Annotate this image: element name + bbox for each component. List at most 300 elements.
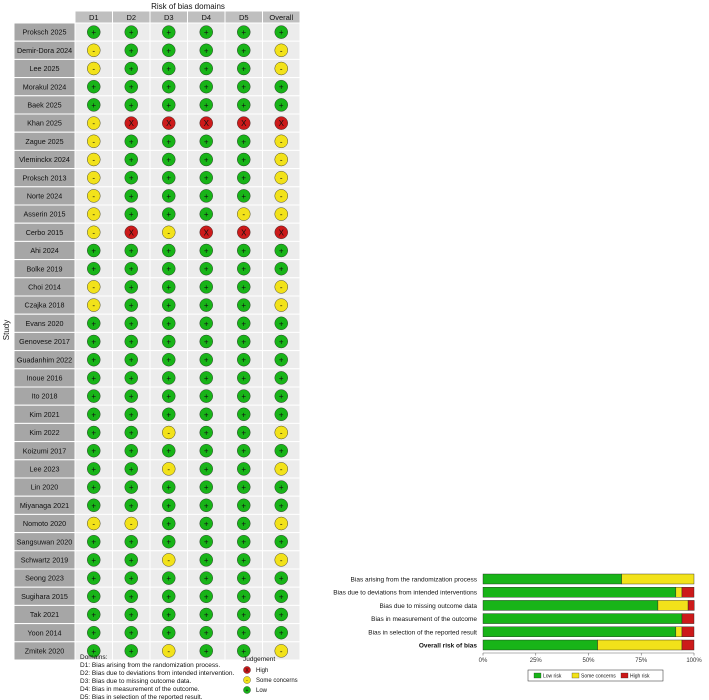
summary-bar-h bbox=[682, 640, 694, 650]
summary-x-tick-label: 75% bbox=[635, 658, 648, 664]
summary-x-tick-label: 100% bbox=[686, 658, 702, 664]
judgement-symbol: + bbox=[166, 210, 172, 220]
judgement-symbol: - bbox=[279, 464, 283, 474]
judgement-symbol: + bbox=[166, 392, 172, 402]
judgement-symbol: + bbox=[203, 28, 209, 38]
judgement-symbol: - bbox=[279, 555, 283, 565]
judgement-symbol: + bbox=[241, 64, 247, 74]
judgement-symbol: + bbox=[128, 82, 134, 92]
judgement-symbol: + bbox=[166, 446, 172, 456]
judgement-symbol: + bbox=[278, 483, 284, 493]
summary-bar-l bbox=[483, 640, 598, 650]
judgement-symbol: + bbox=[203, 155, 209, 165]
judgement-symbol: X bbox=[241, 228, 247, 238]
judgement-symbol: X bbox=[128, 228, 134, 238]
column-header-d1: D1 bbox=[88, 13, 99, 22]
judgement-symbol: + bbox=[128, 446, 134, 456]
summary-bar-s bbox=[676, 587, 682, 597]
judgement-symbol: + bbox=[241, 373, 247, 383]
domain-def-d1: D1: Bias arising from the randomization process. bbox=[80, 662, 221, 669]
domain-def-d5: D5: Bias in selection of the reported result. bbox=[80, 694, 203, 700]
judgement-symbol: + bbox=[91, 337, 97, 347]
study-label: Guadanhim 2022 bbox=[16, 355, 73, 365]
judgement-symbol: + bbox=[241, 592, 247, 602]
judgement-symbol: + bbox=[128, 628, 134, 638]
judgement-symbol: + bbox=[241, 410, 247, 420]
summary-legend-label: Low risk bbox=[543, 673, 562, 680]
judgement-symbol: - bbox=[92, 519, 96, 529]
judgement-symbol: + bbox=[91, 355, 97, 365]
judgement-symbol: - bbox=[279, 282, 283, 292]
study-label: Bolke 2019 bbox=[26, 264, 63, 274]
summary-legend-swatch bbox=[534, 673, 541, 678]
summary-legend-swatch bbox=[621, 673, 628, 678]
summary-x-tick-label: 25% bbox=[529, 658, 542, 664]
study-label: Kim 2022 bbox=[29, 428, 60, 438]
judgement-symbol: + bbox=[203, 137, 209, 147]
judgement-symbol: + bbox=[203, 246, 209, 256]
column-header-d2: D2 bbox=[126, 13, 137, 22]
judgement-legend-label: Low bbox=[256, 688, 268, 695]
judgement-symbol: + bbox=[278, 574, 284, 584]
judgement-symbol: X bbox=[128, 119, 134, 129]
judgement-symbol: + bbox=[241, 264, 247, 274]
summary-bar-s bbox=[676, 627, 682, 637]
traffic-light-plot bbox=[0, 0, 310, 700]
domains-heading: Domains: bbox=[80, 654, 108, 661]
judgement-symbol: + bbox=[128, 428, 134, 438]
judgement-symbol: + bbox=[166, 28, 172, 38]
judgement-symbol: - bbox=[167, 428, 171, 438]
judgement-symbol: + bbox=[128, 137, 134, 147]
judgement-symbol: + bbox=[166, 337, 172, 347]
judgement-symbol: + bbox=[241, 555, 247, 565]
judgement-symbol: + bbox=[128, 100, 134, 110]
judgement-symbol: + bbox=[241, 137, 247, 147]
study-label: Zmitek 2020 bbox=[24, 646, 65, 656]
judgement-symbol: + bbox=[91, 446, 97, 456]
judgement-symbol: - bbox=[92, 210, 96, 220]
judgement-symbol: + bbox=[241, 337, 247, 347]
judgement-symbol: + bbox=[128, 592, 134, 602]
judgement-symbol: - bbox=[242, 210, 246, 220]
judgement-symbol: + bbox=[203, 173, 209, 183]
study-label: Yoon 2014 bbox=[27, 628, 62, 638]
study-label: Lee 2023 bbox=[29, 464, 60, 474]
traffic-grid bbox=[14, 11, 300, 660]
judgement-symbol: + bbox=[203, 46, 209, 56]
study-label: Vleminckx 2024 bbox=[19, 155, 70, 165]
judgement-symbol: + bbox=[91, 610, 97, 620]
judgement-symbol: + bbox=[241, 464, 247, 474]
judgement-legend-label: Some concerns bbox=[256, 678, 298, 685]
summary-plot bbox=[333, 574, 702, 681]
summary-bar-h bbox=[682, 627, 694, 637]
judgement-symbol: + bbox=[241, 610, 247, 620]
judgement-symbol: + bbox=[166, 628, 172, 638]
judgement-symbol: + bbox=[203, 319, 209, 329]
column-header-d5: D5 bbox=[238, 13, 249, 22]
summary-bar-l bbox=[483, 587, 676, 597]
judgement-symbol: + bbox=[203, 628, 209, 638]
judgement-symbol: + bbox=[128, 410, 134, 420]
judgement-symbol: + bbox=[91, 319, 97, 329]
judgement-symbol: + bbox=[241, 155, 247, 165]
domain-def-d4: D4: Bias in measurement of the outcome. bbox=[80, 686, 200, 693]
column-header-d3: D3 bbox=[163, 13, 174, 22]
judgement-symbol: + bbox=[241, 446, 247, 456]
study-label: Inoue 2016 bbox=[26, 373, 63, 383]
judgement-symbol: - bbox=[92, 137, 96, 147]
judgement-symbol: X bbox=[278, 119, 284, 129]
study-label: Zague 2025 bbox=[25, 136, 64, 146]
summary-category-label: Bias in selection of the reported result bbox=[368, 629, 477, 637]
judgement-symbol: + bbox=[91, 464, 97, 474]
study-label: Ito 2018 bbox=[31, 391, 58, 401]
judgement-symbol: + bbox=[203, 100, 209, 110]
judgement-symbol: + bbox=[203, 82, 209, 92]
study-label: Cerbo 2015 bbox=[25, 227, 64, 237]
judgement-symbol: + bbox=[203, 191, 209, 201]
judgement-symbol: + bbox=[203, 519, 209, 529]
judgement-symbol: + bbox=[241, 646, 247, 656]
judgement-legend-symbol: + bbox=[245, 687, 249, 694]
judgement-symbol: - bbox=[167, 646, 171, 656]
judgement-symbol: + bbox=[166, 82, 172, 92]
judgement-symbol: + bbox=[241, 282, 247, 292]
judgement-symbol: - bbox=[92, 46, 96, 56]
judgement-symbol: + bbox=[241, 82, 247, 92]
judgement-symbol: + bbox=[128, 483, 134, 493]
judgement-symbol: + bbox=[278, 610, 284, 620]
study-label: Proksch 2025 bbox=[22, 27, 67, 37]
judgement-symbol: + bbox=[91, 246, 97, 256]
summary-category-label: Overall risk of bias bbox=[418, 642, 477, 650]
judgement-symbol: - bbox=[279, 210, 283, 220]
summary-bar-l bbox=[483, 574, 622, 584]
judgement-symbol: + bbox=[203, 574, 209, 584]
study-label: Sugihara 2015 bbox=[21, 591, 68, 601]
judgement-symbol: - bbox=[92, 119, 96, 129]
judgement-symbol: + bbox=[203, 337, 209, 347]
study-label: Miyanaga 2021 bbox=[19, 500, 70, 510]
judgement-symbol: + bbox=[91, 574, 97, 584]
judgement-symbol: - bbox=[92, 173, 96, 183]
study-label: Koizumi 2017 bbox=[22, 446, 67, 456]
domain-def-d3: D3: Bias due to missing outcome data. bbox=[80, 678, 192, 685]
judgement-symbol: + bbox=[128, 46, 134, 56]
judgement-symbol: + bbox=[166, 319, 172, 329]
judgement-symbol: + bbox=[278, 100, 284, 110]
judgement-symbol: + bbox=[278, 264, 284, 274]
judgement-symbol: + bbox=[241, 574, 247, 584]
summary-category-label: Bias in measurement of the outcome bbox=[371, 616, 477, 624]
judgement-symbol: + bbox=[166, 264, 172, 274]
judgement-symbol: X bbox=[203, 228, 209, 238]
judgement-symbol: + bbox=[203, 501, 209, 511]
judgement-symbol: + bbox=[128, 28, 134, 38]
judgement-symbol: + bbox=[241, 519, 247, 529]
judgement-symbol: + bbox=[203, 282, 209, 292]
judgement-symbol: + bbox=[203, 264, 209, 274]
judgement-legend-symbol: - bbox=[246, 677, 248, 684]
judgement-symbol: + bbox=[203, 592, 209, 602]
judgement-symbol: + bbox=[91, 628, 97, 638]
summary-legend-label: High risk bbox=[630, 673, 650, 680]
judgement-symbol: - bbox=[279, 155, 283, 165]
judgement-symbol: - bbox=[279, 191, 283, 201]
column-header-overall: Overall bbox=[269, 13, 294, 22]
judgement-symbol: - bbox=[92, 301, 96, 311]
judgement-symbol: + bbox=[278, 592, 284, 602]
judgement-symbol: + bbox=[203, 373, 209, 383]
judgement-symbol: + bbox=[203, 64, 209, 74]
judgement-symbol: + bbox=[203, 537, 209, 547]
summary-bar-chart bbox=[315, 568, 709, 700]
judgement-symbol: + bbox=[166, 355, 172, 365]
judgement-symbol: + bbox=[128, 537, 134, 547]
judgement-symbol: + bbox=[166, 137, 172, 147]
judgement-symbol: + bbox=[278, 410, 284, 420]
judgement-symbol: + bbox=[128, 173, 134, 183]
study-label: Baek 2025 bbox=[27, 100, 62, 110]
judgement-symbol: + bbox=[203, 210, 209, 220]
judgement-legend-label: High bbox=[256, 668, 269, 675]
domain-def-d2: D2: Bias due to deviations from intended intervention. bbox=[80, 670, 235, 677]
judgement-symbol: + bbox=[241, 173, 247, 183]
judgement-symbol: + bbox=[278, 537, 284, 547]
judgement-symbol: + bbox=[278, 628, 284, 638]
summary-category-label: Bias due to missing outcome data bbox=[379, 602, 477, 610]
study-label: Kim 2021 bbox=[29, 409, 60, 419]
judgement-symbol: + bbox=[166, 373, 172, 383]
summary-x-tick-label: 0% bbox=[478, 658, 488, 664]
judgement-symbol: + bbox=[203, 428, 209, 438]
judgement-symbol: + bbox=[166, 155, 172, 165]
judgement-symbol: + bbox=[241, 537, 247, 547]
summary-bar-h bbox=[688, 600, 694, 610]
judgement-symbol: + bbox=[128, 246, 134, 256]
judgement-symbol: - bbox=[92, 228, 96, 238]
study-label: Khan 2025 bbox=[27, 118, 62, 128]
judgement-symbol: + bbox=[128, 282, 134, 292]
judgement-symbol: - bbox=[279, 173, 283, 183]
judgement-symbol: + bbox=[166, 574, 172, 584]
summary-bar-s bbox=[598, 640, 682, 650]
judgement-symbol: + bbox=[203, 610, 209, 620]
judgement-symbol: - bbox=[279, 519, 283, 529]
judgement-symbol: + bbox=[128, 64, 134, 74]
judgement-symbol: + bbox=[203, 483, 209, 493]
judgement-heading: Judgement bbox=[243, 656, 276, 663]
judgement-symbol: + bbox=[203, 646, 209, 656]
judgement-symbol: + bbox=[166, 173, 172, 183]
judgement-symbol: - bbox=[167, 228, 171, 238]
judgement-symbol: + bbox=[91, 373, 97, 383]
judgement-symbol: + bbox=[241, 28, 247, 38]
judgement-symbol: + bbox=[278, 319, 284, 329]
judgement-symbol: + bbox=[241, 628, 247, 638]
judgement-symbol: - bbox=[279, 46, 283, 56]
judgement-symbol: - bbox=[92, 64, 96, 74]
judgement-symbol: + bbox=[128, 555, 134, 565]
judgement-symbol: + bbox=[203, 301, 209, 311]
judgement-symbol: + bbox=[278, 446, 284, 456]
judgement-symbol: - bbox=[279, 64, 283, 74]
judgement-symbol: + bbox=[128, 373, 134, 383]
judgement-symbol: + bbox=[91, 428, 97, 438]
judgement-symbol: + bbox=[241, 319, 247, 329]
judgement-symbol: + bbox=[128, 646, 134, 656]
judgement-symbol: + bbox=[203, 355, 209, 365]
judgement-symbol: + bbox=[203, 446, 209, 456]
study-label: Lin 2020 bbox=[30, 482, 59, 492]
study-label: Sangsuwan 2020 bbox=[16, 537, 73, 547]
judgement-symbol: + bbox=[91, 483, 97, 493]
judgement-symbol: - bbox=[167, 464, 171, 474]
judgement-symbol: + bbox=[91, 555, 97, 565]
summary-x-tick-label: 50% bbox=[582, 658, 595, 664]
judgement-symbol: + bbox=[241, 483, 247, 493]
judgement-symbol: - bbox=[279, 428, 283, 438]
study-label: Proksch 2013 bbox=[22, 173, 67, 183]
judgement-symbol: + bbox=[241, 355, 247, 365]
judgement-symbol: + bbox=[166, 64, 172, 74]
judgement-symbol: + bbox=[278, 373, 284, 383]
study-label: Evans 2020 bbox=[25, 318, 64, 328]
judgement-symbol: - bbox=[279, 137, 283, 147]
summary-legend-label: Some concerns bbox=[581, 673, 616, 680]
judgement-symbol: - bbox=[167, 555, 171, 565]
study-label: Nomoto 2020 bbox=[22, 519, 67, 529]
judgement-symbol: + bbox=[128, 574, 134, 584]
study-label: Asserin 2015 bbox=[23, 209, 66, 219]
judgement-symbol: + bbox=[278, 337, 284, 347]
judgement-symbol: + bbox=[166, 46, 172, 56]
summary-bar-h bbox=[682, 587, 694, 597]
judgement-symbol: + bbox=[128, 210, 134, 220]
judgement-symbol: + bbox=[128, 337, 134, 347]
judgement-symbol: + bbox=[128, 264, 134, 274]
judgement-symbol: + bbox=[91, 501, 97, 511]
judgement-symbol: + bbox=[128, 464, 134, 474]
study-axis-label: Study bbox=[2, 319, 11, 341]
summary-bar-h bbox=[682, 614, 694, 624]
judgement-symbol: + bbox=[166, 301, 172, 311]
judgement-symbol: + bbox=[278, 355, 284, 365]
summary-bar-l bbox=[483, 600, 658, 610]
judgement-symbol: - bbox=[92, 155, 96, 165]
judgement-symbol: + bbox=[166, 519, 172, 529]
study-label: Norte 2024 bbox=[26, 191, 63, 201]
summary-bar-s bbox=[658, 600, 688, 610]
judgement-symbol: + bbox=[166, 537, 172, 547]
summary-bar-s bbox=[622, 574, 694, 584]
study-label: Czajka 2018 bbox=[24, 300, 65, 310]
judgement-symbol: + bbox=[91, 592, 97, 602]
study-label: Morakul 2024 bbox=[22, 82, 67, 92]
judgement-symbol: + bbox=[241, 100, 247, 110]
study-label: Seong 2023 bbox=[25, 573, 64, 583]
judgement-symbol: + bbox=[128, 319, 134, 329]
judgement-symbol: X bbox=[203, 119, 209, 129]
judgement-symbol: + bbox=[203, 464, 209, 474]
judgement-symbol: + bbox=[241, 501, 247, 511]
summary-bar-l bbox=[483, 614, 682, 624]
judgement-symbol: + bbox=[91, 100, 97, 110]
judgement-symbol: + bbox=[128, 610, 134, 620]
study-label: Ahi 2024 bbox=[30, 246, 59, 256]
judgement-symbol: + bbox=[241, 428, 247, 438]
judgement-symbol: + bbox=[166, 483, 172, 493]
judgement-symbol: + bbox=[128, 392, 134, 402]
judgement-symbol: + bbox=[278, 501, 284, 511]
judgement-symbol: - bbox=[92, 282, 96, 292]
judgement-legend-symbol: X bbox=[245, 667, 249, 674]
study-label: Demir-Dora 2024 bbox=[16, 45, 73, 55]
traffic-legend bbox=[80, 654, 298, 700]
judgement-symbol: + bbox=[166, 246, 172, 256]
summary-category-label: Bias due to deviations from intended interventions bbox=[333, 589, 477, 597]
judgement-symbol: + bbox=[278, 246, 284, 256]
judgement-symbol: + bbox=[91, 392, 97, 402]
judgement-symbol: X bbox=[278, 228, 284, 238]
judgement-symbol: + bbox=[278, 28, 284, 38]
study-label: Tak 2021 bbox=[29, 610, 60, 620]
judgement-symbol: + bbox=[128, 501, 134, 511]
judgement-symbol: + bbox=[278, 82, 284, 92]
column-header-d4: D4 bbox=[201, 13, 212, 22]
risk-of-bias-title: Risk of bias domains bbox=[151, 2, 225, 11]
judgement-symbol: - bbox=[279, 301, 283, 311]
summary-bar-l bbox=[483, 627, 676, 637]
judgement-symbol: - bbox=[92, 191, 96, 201]
judgement-symbol: - bbox=[279, 646, 283, 656]
judgement-symbol: + bbox=[241, 191, 247, 201]
judgement-symbol: + bbox=[241, 246, 247, 256]
judgement-symbol: + bbox=[166, 592, 172, 602]
judgement-symbol: + bbox=[91, 82, 97, 92]
judgement-symbol: + bbox=[166, 100, 172, 110]
study-label: Genovese 2017 bbox=[19, 337, 70, 347]
judgement-symbol: + bbox=[241, 46, 247, 56]
study-label: Schwartz 2019 bbox=[20, 555, 69, 565]
judgement-symbol: + bbox=[91, 264, 97, 274]
judgement-symbol: - bbox=[129, 519, 133, 529]
judgement-symbol: + bbox=[166, 410, 172, 420]
study-label: Choi 2014 bbox=[28, 282, 61, 292]
summary-legend-swatch bbox=[572, 673, 579, 678]
judgement-symbol: + bbox=[203, 392, 209, 402]
judgement-symbol: + bbox=[166, 610, 172, 620]
judgement-symbol: + bbox=[203, 555, 209, 565]
judgement-symbol: X bbox=[166, 119, 172, 129]
judgement-symbol: + bbox=[128, 155, 134, 165]
judgement-symbol: + bbox=[128, 355, 134, 365]
judgement-symbol: + bbox=[203, 410, 209, 420]
study-label: Lee 2025 bbox=[29, 64, 60, 74]
judgement-symbol: + bbox=[166, 501, 172, 511]
judgement-symbol: + bbox=[278, 392, 284, 402]
judgement-symbol: + bbox=[128, 301, 134, 311]
judgement-symbol: + bbox=[91, 410, 97, 420]
judgement-symbol: + bbox=[128, 191, 134, 201]
summary-category-label: Bias arising from the randomization process bbox=[350, 576, 477, 584]
judgement-symbol: + bbox=[166, 282, 172, 292]
judgement-symbol: X bbox=[241, 119, 247, 129]
judgement-symbol: + bbox=[241, 392, 247, 402]
judgement-symbol: + bbox=[91, 537, 97, 547]
